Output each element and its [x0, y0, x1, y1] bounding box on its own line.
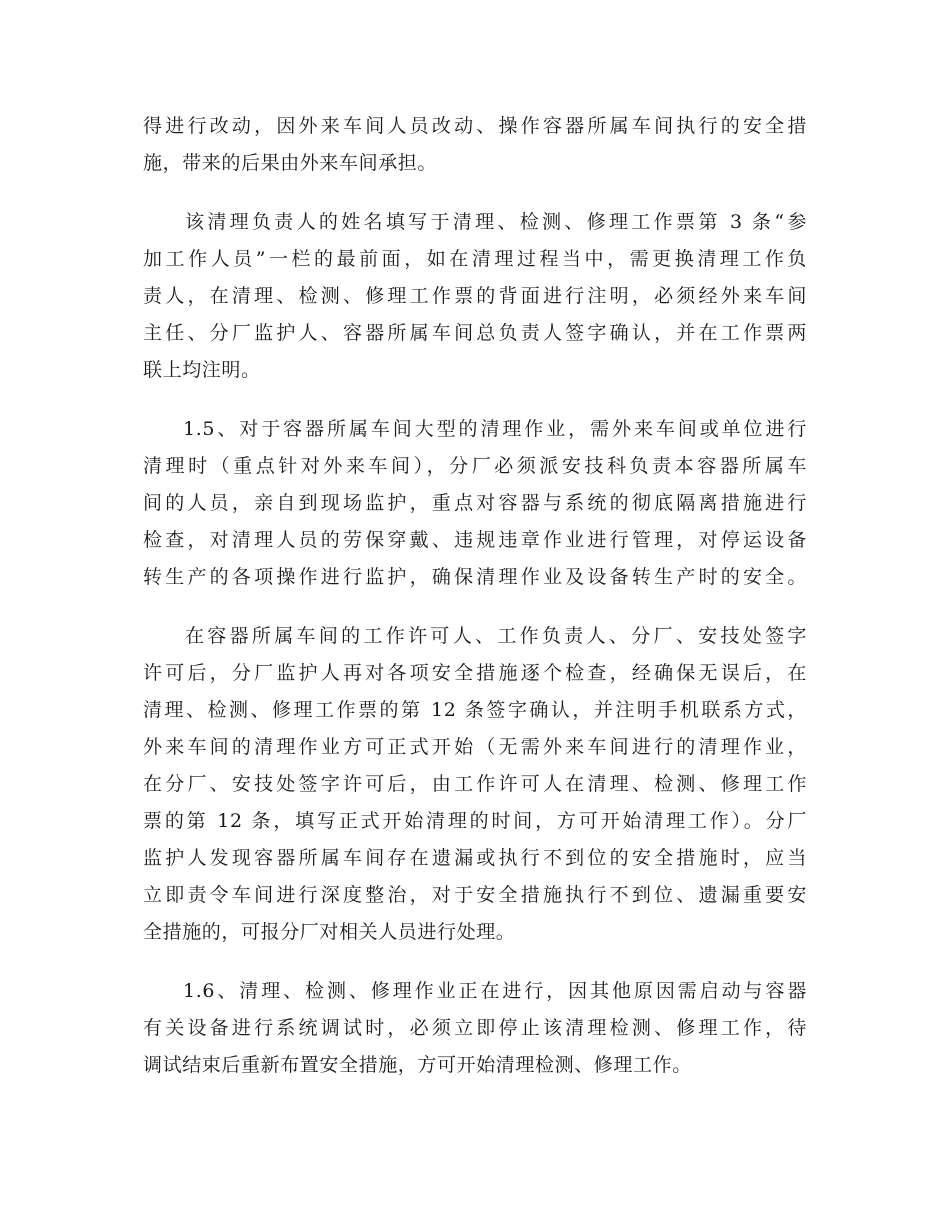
- document-body: [143, 108, 807, 1106]
- paragraph-line: 1.6、清理、检测、修理作业正在进行，因其他原因需启动与容器: [183, 980, 807, 1002]
- paragraph-3: [143, 411, 807, 596]
- paragraph-line: 监护人发现容器所属车间存在遗漏或执行不到位的安全措施时，应当: [143, 847, 807, 869]
- paragraph-line: 有关设备进行系统调试时，必须立即停止该清理检测、修理工作，待: [143, 1017, 807, 1039]
- paragraph-line: 立即责令车间进行深度整治，对于安全措施执行不到位、遗漏重要安: [143, 884, 807, 906]
- paragraph-line: 票的第 12 条，填写正式开始清理的时间，方可开始清理工作）。分厂: [143, 810, 807, 832]
- paragraph-2: [143, 204, 807, 389]
- paragraph-line: 转生产的各项操作进行监护，确保清理作业及设备转生产时的安全。: [143, 566, 807, 588]
- paragraph-line: 全措施的，可报分厂对相关人员进行处理。: [143, 921, 516, 943]
- paragraph-line: 在分厂、安技处签字许可后，由工作许可人在清理、检测、修理工作: [143, 773, 807, 795]
- paragraph-line: 间的人员，亲自到现场监护，重点对容器与系统的彻底隔离措施进行: [143, 492, 807, 514]
- paragraph-line: 在容器所属车间的工作许可人、工作负责人、分厂、安技处签字: [185, 625, 807, 647]
- paragraph-line: 外来车间的清理作业方可正式开始（无需外来车间进行的清理作业，: [143, 736, 807, 758]
- paragraph-line: 调试结束后重新布置安全措施，方可开始清理检测、修理工作。: [143, 1054, 692, 1076]
- paragraph-line: 许可后，分厂监护人再对各项安全措施逐个检查，经确保无误后，在: [143, 662, 807, 684]
- paragraph-5: [143, 973, 807, 1084]
- paragraph-line: 该清理负责人的姓名填写于清理、检测、修理工作票第 3 条“参: [185, 211, 807, 233]
- paragraph-line: 检查，对清理人员的劳保穿戴、违规违章作业进行管理，对停运设备: [143, 529, 807, 551]
- paragraph-line: 联上均注明。: [143, 359, 261, 381]
- paragraph-line: 清理、检测、修理工作票的第 12 条签字确认，并注明手机联系方式，: [143, 699, 807, 721]
- paragraph-line: 1.5、对于容器所属车间大型的清理作业，需外来车间或单位进行: [183, 418, 807, 440]
- paragraph-line: 加工作人员”一栏的最前面，如在清理过程当中，需更换清理工作负: [143, 248, 807, 270]
- paragraph-line: 责人，在清理、检测、修理工作票的背面进行注明，必须经外来车间: [143, 285, 807, 307]
- paragraph-line: 清理时（重点针对外来车间），分厂必须派安技科负责本容器所属车: [143, 455, 807, 477]
- paragraph-4: [143, 618, 807, 951]
- paragraph-line: 得进行改动，因外来车间人员改动、操作容器所属车间执行的安全措: [143, 115, 807, 137]
- paragraph-1: [143, 108, 807, 182]
- paragraph-line: 施，带来的后果由外来车间承担。: [143, 152, 438, 174]
- paragraph-line: 主任、分厂监护人、容器所属车间总负责人签字确认，并在工作票两: [143, 322, 807, 344]
